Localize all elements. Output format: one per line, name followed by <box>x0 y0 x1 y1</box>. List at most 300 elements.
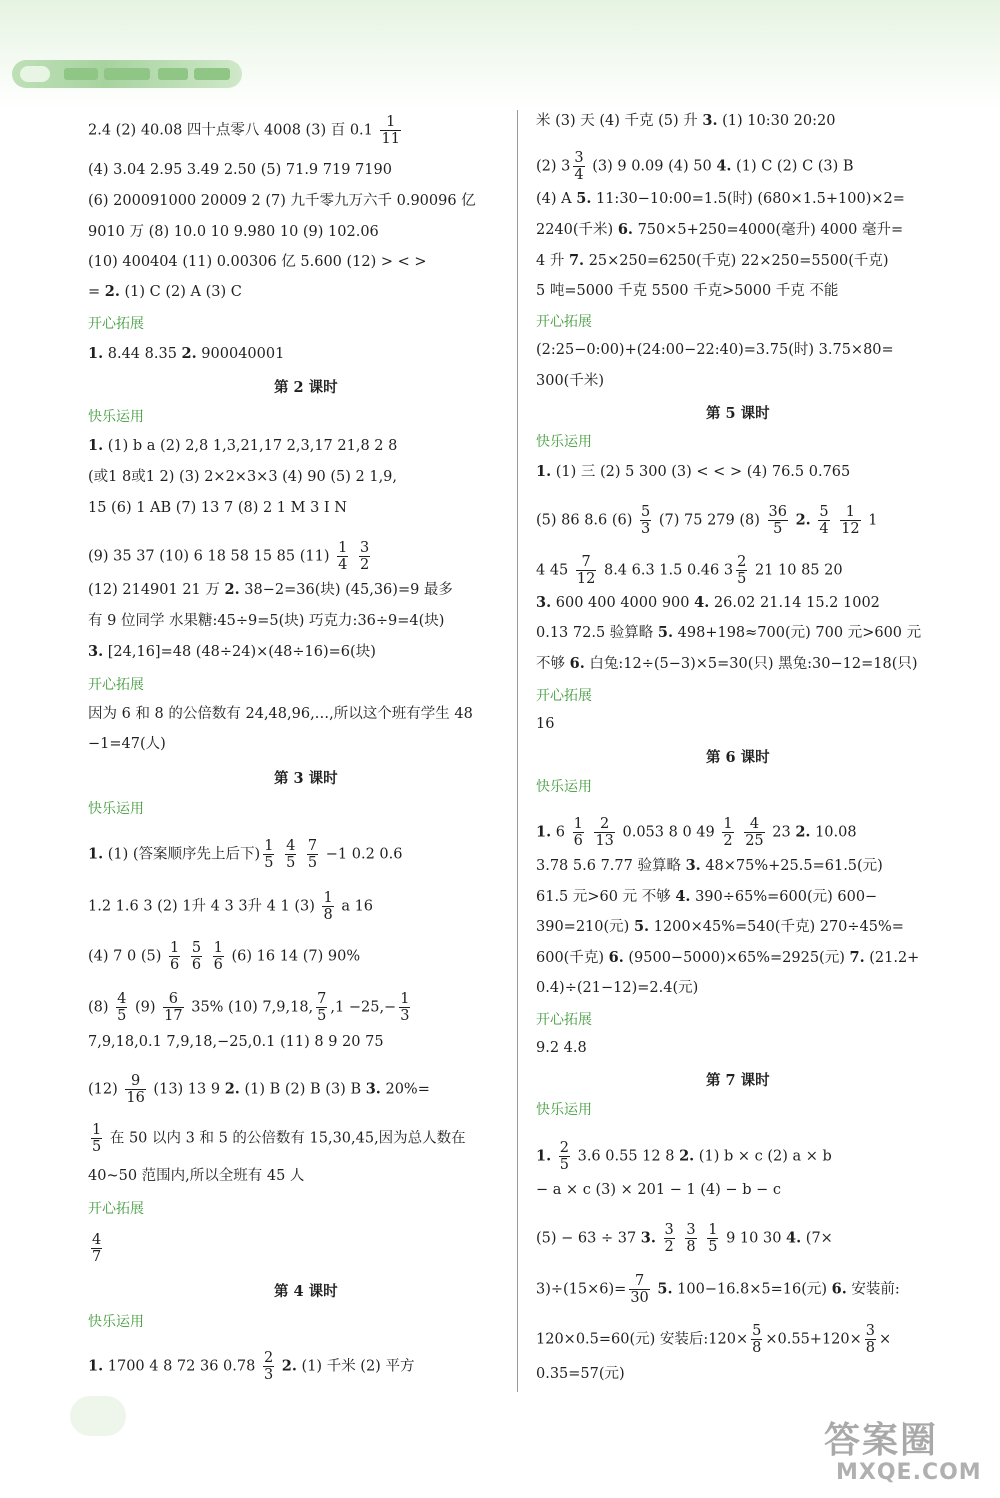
question-number: 1. <box>88 1357 104 1375</box>
answer-text: 2.4 (2) 40.08 四十点零八 4008 (3) 百 0.1 <box>88 122 378 139</box>
fraction <box>685 1222 696 1255</box>
fraction-denominator: 8 <box>323 907 333 923</box>
fraction-numerator: 1 <box>213 940 223 956</box>
fraction-denominator: 11 <box>381 131 400 147</box>
answer-text: (1) (答案顺序先上后下) <box>103 846 261 863</box>
fraction-numerator: 1 <box>708 1222 718 1238</box>
fraction-numerator: 4 <box>744 816 764 833</box>
fraction <box>594 816 614 849</box>
answer-line <box>536 340 894 360</box>
answer-text: 8.44 8.35 <box>103 346 182 362</box>
answer-text: 26.02 21.14 15.2 1002 <box>709 595 880 611</box>
answer-text: (1) 三 (2) 5 300 (3) < < > (4) 76.5 0.765 <box>551 464 851 480</box>
answer-text: (9500−5000)×65%=2925(元) <box>623 950 850 966</box>
question-number: 2. <box>795 511 811 529</box>
answer-text: −1=47(人) <box>88 736 166 752</box>
answer-text: 1700 4 8 72 36 0.78 <box>103 1358 260 1375</box>
answer-text <box>678 1231 683 1247</box>
answer-text: 25×250=6250(千克) 22×250=5500(千克) <box>584 253 889 269</box>
answer-line <box>536 978 698 998</box>
question-number: 3. <box>640 1229 656 1247</box>
answer-text: 390÷65%=600(元) 600− <box>690 889 878 905</box>
section-label: 开心拓展 <box>536 1012 592 1028</box>
fraction-numerator: 7 <box>576 554 596 571</box>
fraction-denominator: 6 <box>191 957 202 973</box>
answer-text: (2:25−0:00)+(24:00−22:40)=3.75(时) 3.75×80= <box>536 342 894 358</box>
question-number: 7. <box>849 949 865 966</box>
answer-text: (4) 7 0 (5) <box>88 948 166 965</box>
answer-line <box>536 371 604 391</box>
answer-text: 23 <box>767 824 796 841</box>
question-number: 4. <box>786 1229 802 1247</box>
answer-line <box>536 111 835 131</box>
fraction-denominator: 2 <box>723 833 733 849</box>
answer-line <box>536 1038 587 1058</box>
column-divider <box>517 110 518 1392</box>
question-number: 3. <box>365 1080 381 1098</box>
answer-text: a 16 <box>336 898 374 915</box>
answer-text: (1) 10:30 20:20 <box>717 113 836 129</box>
fraction-denominator: 17 <box>164 1008 183 1024</box>
fraction-denominator: 4 <box>819 521 829 537</box>
answer-line <box>536 504 877 537</box>
answer-line <box>88 282 242 302</box>
fraction-numerator: 1 <box>723 816 733 832</box>
corner-decoration <box>70 1396 126 1436</box>
fraction-denominator: 12 <box>841 521 860 537</box>
answer-text: 0.053 8 0 49 <box>617 824 720 841</box>
fraction-numerator: 9 <box>125 1073 145 1090</box>
fraction-numerator: 5 <box>819 504 829 520</box>
lesson-heading: 第 4 课时 <box>274 1283 338 1300</box>
answer-line <box>88 498 347 518</box>
answer-line <box>88 114 404 147</box>
question-number: 2. <box>679 1147 695 1165</box>
section-label: 快乐运用 <box>88 1314 144 1330</box>
answer-text <box>299 847 304 863</box>
question-number: 3. <box>685 857 701 874</box>
answer-line <box>88 160 392 180</box>
fraction-numerator: 4 <box>286 838 296 854</box>
answer-text: 100−16.8×5=16(元) <box>672 1281 832 1298</box>
answer-line <box>88 1073 430 1106</box>
question-number: 1. <box>88 345 104 362</box>
fraction <box>751 1323 762 1356</box>
answer-text <box>811 513 816 529</box>
fraction-denominator: 6 <box>169 957 180 973</box>
question-number: 7. <box>568 252 585 269</box>
fraction <box>722 816 733 849</box>
answer-text: 在 50 以内 3 和 5 的公倍数有 15,30,45,因为总人数在 <box>105 1130 466 1147</box>
answer-text: 9 10 30 <box>721 1230 787 1247</box>
question-number: 4. <box>694 594 710 611</box>
answer-text: (2) 3 <box>536 158 571 175</box>
section-label: 快乐运用 <box>536 434 592 450</box>
answer-text: [24,16]=48 (48÷24)×(48÷16)=6(块) <box>103 644 376 660</box>
answer-text: 15 (6) 1 AB (7) 13 7 (8) 2 1 M 3 I N <box>88 500 347 516</box>
answer-line <box>536 1222 833 1255</box>
answer-line <box>536 623 921 643</box>
fraction-denominator: 6 <box>573 833 583 849</box>
question-number: 6. <box>608 949 624 966</box>
fraction <box>191 940 202 973</box>
question-number: 1. <box>536 463 552 480</box>
answer-text: −1 0.2 0.6 <box>321 846 403 863</box>
question-number: 5. <box>633 918 650 935</box>
answer-line <box>536 887 877 907</box>
fraction <box>380 114 400 147</box>
answer-text: (1) C (2) A (3) C <box>119 284 242 300</box>
answer-line <box>536 554 843 587</box>
answer-line <box>536 462 850 482</box>
answer-text: (6) 200091000 20009 2 (7) 九千零九万六千 0.90096 亿 <box>88 193 476 209</box>
answer-text: (1) b × c (2) a × b <box>694 1148 832 1165</box>
header-banner <box>0 0 1000 110</box>
answer-line <box>536 1364 625 1384</box>
fraction-denominator: 25 <box>745 833 764 849</box>
fraction-denominator: 4 <box>574 167 584 183</box>
answer-text: 35% (10) 7,9,18, <box>186 999 314 1016</box>
question-number: 4. <box>716 157 732 175</box>
fraction <box>307 838 318 871</box>
question-number: 6. <box>617 221 633 238</box>
fraction-denominator: 5 <box>559 1157 569 1173</box>
answer-text: 3.6 0.55 12 8 <box>572 1148 680 1165</box>
lesson-heading: 第 6 课时 <box>706 749 770 766</box>
fraction <box>91 1232 102 1265</box>
fraction <box>322 890 333 923</box>
lesson-heading: 第 3 课时 <box>274 770 338 787</box>
fraction-numerator: 1 <box>169 940 180 956</box>
question-number: 1. <box>88 437 104 454</box>
answer-text <box>833 513 838 529</box>
answer-line <box>88 1350 414 1383</box>
answer-text: 不够 <box>536 656 570 672</box>
fraction-denominator: 3 <box>400 1008 410 1024</box>
answer-text: 有 9 位同学 水果糖:45÷9=5(块) 巧克力:36÷9=4(块) <box>88 613 445 629</box>
answer-text: (4) A <box>536 191 577 207</box>
answer-text: 600 400 4000 900 <box>551 595 695 611</box>
answer-text: 因为 6 和 8 的公倍数有 24,48,96,…,所以这个班有学生 48 <box>88 706 473 722</box>
answer-line <box>88 890 373 923</box>
answer-text: 390=210(元) <box>536 919 634 935</box>
fraction <box>629 1273 649 1306</box>
question-number: 4. <box>675 888 691 905</box>
fraction-denominator: 5 <box>264 855 274 871</box>
fraction-denominator: 5 <box>317 1008 327 1024</box>
answer-text: 2240(千米) <box>536 222 618 238</box>
question-number: 2. <box>104 283 120 300</box>
answer-text: × <box>879 1331 892 1348</box>
fraction-numerator: 6 <box>163 991 183 1008</box>
answer-line <box>88 436 397 456</box>
lesson-heading: 第 7 课时 <box>706 1072 770 1089</box>
section-label: 快乐运用 <box>536 779 592 795</box>
answer-text: (9) <box>130 999 161 1016</box>
answer-line <box>88 580 453 600</box>
section-label: 开心拓展 <box>88 1201 144 1217</box>
answer-text: = <box>88 284 105 300</box>
answer-text: 498+198≈700(元) 700 元>600 元 <box>673 625 922 641</box>
answer-line <box>88 191 476 211</box>
fraction-denominator: 5 <box>117 1008 127 1024</box>
fraction-denominator: 5 <box>773 521 783 537</box>
question-number: 2. <box>224 1080 240 1098</box>
answer-line <box>536 816 857 849</box>
answer-text: (3) 9 0.09 (4) 50 <box>587 158 717 175</box>
question-number: 1. <box>536 1147 552 1165</box>
fraction-denominator: 30 <box>630 1290 649 1306</box>
answer-text: ×0.55+120× <box>765 1331 862 1348</box>
answer-text: 3.78 5.6 7.77 验算略 <box>536 858 686 874</box>
answer-line <box>88 222 379 242</box>
question-number: 5. <box>657 1280 673 1298</box>
fraction-numerator: 3 <box>865 1323 876 1339</box>
answer-text: 21 10 85 20 <box>750 562 843 579</box>
answer-text: (5) − 63 ÷ 37 <box>536 1230 641 1247</box>
answer-text: 3)÷(15×6)= <box>536 1281 627 1298</box>
fraction <box>285 838 296 871</box>
answer-line <box>88 611 444 631</box>
answer-line <box>536 1140 832 1173</box>
answer-text: 16 <box>536 716 555 732</box>
answer-text: 750×5+250=4000(毫升) 4000 毫升= <box>632 222 904 238</box>
fraction-numerator: 5 <box>191 940 202 956</box>
answer-text: (或1 8或1 2) (3) 2×2×3×3 (4) 90 (5) 2 1,9, <box>88 469 398 485</box>
answer-line <box>536 1180 781 1200</box>
answer-text: (12) 214901 21 万 <box>88 582 225 598</box>
banner-logo-graphic <box>12 60 242 88</box>
fraction-numerator: 3 <box>359 540 370 556</box>
answer-text: (1) C (2) C (3) B <box>731 158 854 175</box>
fraction-numerator: 7 <box>307 838 318 854</box>
answer-text: 7,9,18,0.1 7,9,18,−25,0.1 (11) 8 9 20 75 <box>88 1034 384 1050</box>
answer-text: 0.13 72.5 验算略 <box>536 625 658 641</box>
answer-line <box>88 344 284 364</box>
answer-line <box>536 251 889 271</box>
answer-line <box>536 1273 900 1306</box>
fraction-denominator: 5 <box>708 1239 718 1255</box>
fraction-denominator: 4 <box>338 557 348 573</box>
section-label: 快乐运用 <box>536 1102 592 1118</box>
fraction-numerator: 7 <box>629 1273 649 1290</box>
fraction <box>125 1073 145 1106</box>
answer-text <box>205 949 210 965</box>
answer-text: 6 <box>551 824 570 841</box>
answer-text: 120×0.5=60(元) 安装后:120× <box>536 1331 749 1348</box>
fraction <box>736 554 747 587</box>
answer-text: (4) 3.04 2.95 3.49 2.50 (5) 71.9 719 7190 <box>88 162 392 178</box>
fraction <box>573 150 584 183</box>
answer-line <box>88 734 166 754</box>
answer-line <box>88 1166 304 1186</box>
answer-text: 8.4 6.3 1.5 0.46 3 <box>599 562 734 579</box>
answer-line <box>536 189 905 209</box>
fraction-numerator: 3 <box>574 150 584 166</box>
answer-text: 安装前: <box>846 1281 900 1298</box>
fraction <box>399 991 410 1024</box>
fraction-numerator: 1 <box>338 540 348 556</box>
question-number: 5. <box>576 190 592 207</box>
watermark-text: 答案圈 <box>824 1420 939 1461</box>
question-number: 6. <box>831 1280 847 1298</box>
fraction-denominator: 2 <box>359 557 370 573</box>
answer-line <box>536 220 903 240</box>
question-number: 1. <box>536 823 552 841</box>
fraction-numerator: 4 <box>117 991 127 1007</box>
answer-text: (5) 86 8.6 (6) <box>536 512 638 529</box>
answer-text: 4 45 <box>536 562 573 579</box>
fraction <box>664 1222 675 1255</box>
fraction <box>707 1222 718 1255</box>
answer-line <box>88 838 402 871</box>
answer-line <box>88 252 427 272</box>
fraction-numerator: 3 <box>686 1222 696 1238</box>
answer-line <box>88 540 373 573</box>
answer-line <box>88 642 376 662</box>
fraction-denominator: 13 <box>595 833 614 849</box>
section-label: 快乐运用 <box>88 409 144 425</box>
answer-text: 9010 万 (8) 10.0 10 9.980 10 (9) 102.06 <box>88 224 379 240</box>
fraction-numerator: 1 <box>840 504 860 521</box>
answer-line <box>536 593 880 613</box>
answer-text: 40~50 范围内,所以全班有 45 人 <box>88 1168 305 1184</box>
answer-line <box>88 1032 384 1052</box>
answer-text: 20%= <box>380 1081 430 1098</box>
question-number: 2. <box>224 581 240 598</box>
answer-text: 900040001 <box>196 346 285 362</box>
answer-line <box>536 856 883 876</box>
answer-text <box>700 1231 705 1247</box>
answer-line <box>88 704 473 724</box>
answer-text: 1 <box>863 512 878 529</box>
answer-text: (9) 35 37 (10) 6 18 58 15 85 (11) <box>88 548 335 565</box>
fraction-denominator: 3 <box>641 521 651 537</box>
answer-text: (7) 75 279 (8) <box>654 512 765 529</box>
fraction-denominator: 5 <box>92 1139 102 1155</box>
fraction <box>865 1323 876 1356</box>
answer-text: (6) 16 14 (7) 90% <box>226 948 361 965</box>
fraction-numerator: 5 <box>641 504 651 520</box>
fraction-numerator: 36 <box>768 504 787 520</box>
fraction <box>263 1350 274 1383</box>
answer-line <box>536 150 854 183</box>
question-number: 3. <box>702 112 718 129</box>
answer-line <box>536 917 904 937</box>
fraction-numerator: 1 <box>400 991 410 1007</box>
fraction <box>744 816 764 849</box>
lesson-heading: 第 2 课时 <box>274 379 338 396</box>
fraction <box>840 504 860 537</box>
answer-line <box>536 714 554 734</box>
fraction-denominator: 3 <box>263 1367 274 1383</box>
answer-line <box>88 1232 105 1265</box>
answer-text: − a × c (3) × 201 − 1 (4) − b − c <box>536 1182 781 1198</box>
answer-text: 600(千克) <box>536 950 609 966</box>
answer-text: 300(千米) <box>536 373 604 389</box>
answer-text: 5 吨=5000 千克 5500 千克>5000 千克 不能 <box>536 283 839 299</box>
fraction-numerator: 1 <box>264 838 274 854</box>
answer-text: 38−2=36(块) (45,36)=9 最多 <box>239 582 453 598</box>
answer-text: 白兔:12÷(5−3)×5=30(只) 黑兔:30−12=18(只) <box>584 656 918 672</box>
section-label: 开心拓展 <box>88 677 144 693</box>
fraction-denominator: 16 <box>126 1090 145 1106</box>
answer-text: (10) 400404 (11) 0.00306 亿 5.600 (12) > < > <box>88 254 427 270</box>
fraction-numerator: 1 <box>380 114 400 131</box>
fraction-numerator: 7 <box>317 991 327 1007</box>
fraction-denominator: 5 <box>737 571 747 587</box>
question-number: 2. <box>795 823 811 841</box>
answer-line <box>536 281 838 301</box>
question-number: 1. <box>88 845 104 863</box>
answer-line <box>536 1323 891 1356</box>
question-number: 6. <box>569 655 585 672</box>
fraction-numerator: 3 <box>664 1222 674 1238</box>
question-number: 2. <box>181 345 197 362</box>
fraction-numerator: 5 <box>752 1323 762 1339</box>
fraction-denominator: 2 <box>664 1239 674 1255</box>
answer-text: 1.2 1.6 3 (2) 1升 4 3 3升 4 1 (3) <box>88 898 320 915</box>
fraction-numerator: 2 <box>737 554 747 570</box>
fraction <box>576 554 596 587</box>
fraction-denominator: 8 <box>865 1340 876 1356</box>
question-number: 5. <box>657 624 674 641</box>
watermark-site: MXQE.COM <box>836 1460 982 1485</box>
answer-text: (1) B (2) B (3) B <box>239 1081 366 1098</box>
answer-text: (13) 13 9 <box>148 1081 225 1098</box>
answer-text: 61.5 元>60 元 不够 <box>536 889 676 905</box>
fraction-numerator: 4 <box>92 1232 102 1248</box>
fraction <box>559 1140 570 1173</box>
section-label: 开心拓展 <box>536 688 592 704</box>
answer-text: 0.35=57(元) <box>536 1366 625 1382</box>
fraction-denominator: 5 <box>307 855 318 871</box>
answer-text <box>551 1149 556 1165</box>
answer-text: 1200×45%=540(千克) 270÷45%= <box>649 919 904 935</box>
answer-line <box>536 654 918 674</box>
question-number: 3. <box>536 594 552 611</box>
fraction-denominator: 7 <box>92 1249 102 1265</box>
fraction-denominator: 6 <box>213 957 223 973</box>
fraction <box>213 940 224 973</box>
section-label: 快乐运用 <box>88 801 144 817</box>
fraction <box>573 816 584 849</box>
answer-text <box>587 825 592 841</box>
fraction-numerator: 1 <box>92 1122 102 1138</box>
fraction-numerator: 1 <box>573 816 583 832</box>
fraction <box>316 991 327 1024</box>
fraction-denominator: 5 <box>286 855 296 871</box>
fraction <box>116 991 127 1024</box>
fraction <box>263 838 274 871</box>
question-number: 2. <box>281 1357 297 1375</box>
fraction-denominator: 8 <box>686 1239 696 1255</box>
answer-line <box>88 1122 466 1155</box>
answer-text: 48×75%+25.5=61.5(元) <box>700 858 883 874</box>
answer-line <box>88 940 360 973</box>
answer-text: (7× <box>801 1230 833 1247</box>
answer-text: (1) b a (2) 2,8 1,3,21,17 2,3,17 21,8 2 8 <box>103 438 398 454</box>
answer-text: (12) <box>88 1081 123 1098</box>
fraction <box>169 940 180 973</box>
fraction <box>163 991 183 1024</box>
answer-text: 0.4)÷(21−12)=2.4(元) <box>536 980 699 996</box>
answer-text <box>737 825 742 841</box>
section-label: 开心拓展 <box>536 314 592 330</box>
fraction-numerator: 1 <box>323 890 333 906</box>
fraction-denominator: 8 <box>752 1340 762 1356</box>
fraction-numerator: 2 <box>263 1350 274 1366</box>
